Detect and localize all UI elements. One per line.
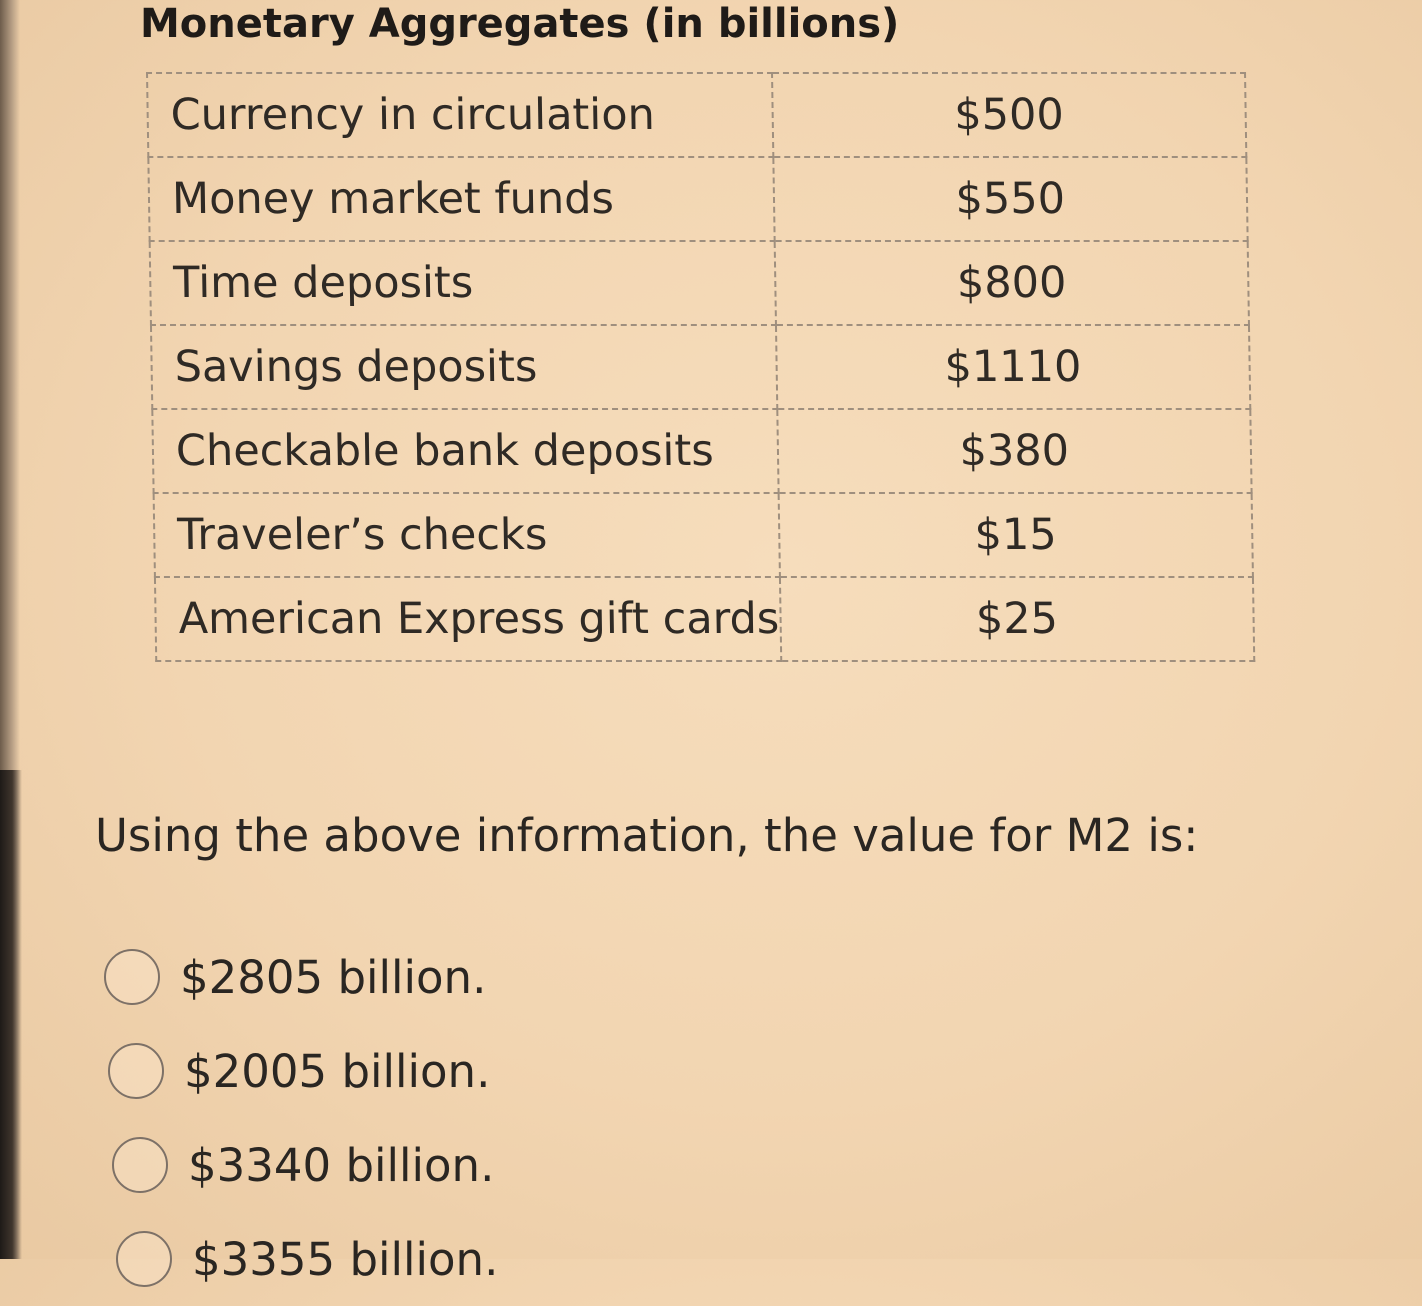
row-value: $15 — [778, 493, 1253, 577]
option-label[interactable]: $3340 billion. — [188, 1138, 495, 1192]
row-value: $25 — [780, 577, 1255, 661]
table-row — [148, 157, 1247, 241]
row-value: $800 — [774, 241, 1249, 325]
answer-option-4[interactable] — [116, 1212, 498, 1306]
option-label[interactable]: $2805 billion. — [180, 950, 487, 1004]
radio-button[interactable] — [108, 1043, 164, 1099]
radio-button[interactable] — [104, 949, 160, 1005]
answer-options — [104, 930, 498, 1306]
table-row — [154, 493, 1253, 577]
radio-button[interactable] — [116, 1231, 172, 1287]
row-label: Traveler’s checks — [154, 493, 780, 577]
background-edge-dark — [0, 770, 22, 1259]
row-label: Time deposits — [150, 241, 776, 325]
row-label: Currency in circulation — [147, 73, 773, 157]
row-label: Money market funds — [148, 157, 774, 241]
row-label: Savings deposits — [151, 325, 777, 409]
radio-button[interactable] — [112, 1137, 168, 1193]
answer-option-2[interactable] — [108, 1024, 498, 1118]
table-row — [150, 241, 1249, 325]
row-value: $380 — [777, 409, 1252, 493]
row-value: $550 — [773, 157, 1248, 241]
question-text: Using the above information, the value for M2 is: — [95, 809, 1199, 862]
table-heading: Monetary Aggregates (in billions) — [140, 1, 900, 47]
row-label: Checkable bank deposits — [152, 409, 778, 493]
table-row — [151, 325, 1250, 409]
option-label[interactable]: $3355 billion. — [192, 1232, 499, 1286]
option-label[interactable]: $2005 billion. — [184, 1044, 491, 1098]
table-row — [147, 73, 1246, 157]
answer-option-1[interactable] — [104, 930, 498, 1024]
row-value: $1110 — [776, 325, 1251, 409]
answer-option-3[interactable] — [112, 1118, 498, 1212]
table-row — [152, 409, 1251, 493]
monetary-aggregates-table — [146, 72, 1255, 662]
row-value: $500 — [772, 73, 1247, 157]
row-label: American Express gift cards — [155, 577, 781, 661]
table-row — [155, 577, 1254, 661]
